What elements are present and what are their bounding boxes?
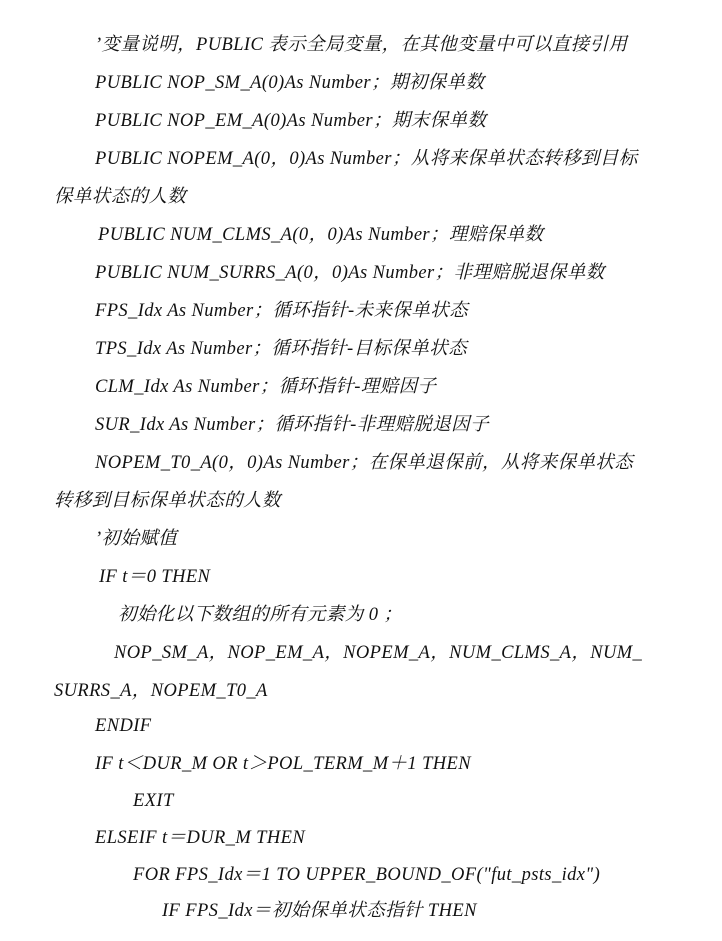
code-line: ENDIF	[95, 716, 152, 736]
code-line: FPS_Idx As Number；循环指针-未来保单状态	[95, 301, 469, 321]
code-line: IF FPS_Idx＝初始保单状态指针 THEN	[162, 901, 477, 921]
code-line-continuation: SURRS_A，NOPEM_T0_A	[54, 681, 268, 701]
code-line: NOPEM_T0_A(0，0)As Number；在保单退保前，从将来保单状态	[95, 453, 634, 473]
code-line: PUBLIC NUM_CLMS_A(0，0)As Number；理赔保单数	[98, 225, 544, 245]
code-line: ELSEIF t＝DUR_M THEN	[95, 828, 306, 848]
code-line-continuation: 保单状态的人数	[54, 187, 187, 207]
code-line: PUBLIC NOP_SM_A(0)As Number；期初保单数	[95, 73, 485, 93]
code-line: PUBLIC NUM_SURRS_A(0，0)As Number；非理赔脱退保单数	[95, 263, 605, 283]
code-line: IF t＝0 THEN	[99, 567, 211, 587]
code-line: PUBLIC NOP_EM_A(0)As Number；期末保单数	[95, 111, 487, 131]
code-line: IF t＜DUR_M OR t＞POL_TERM_M＋1 THEN	[95, 754, 471, 774]
comment-initial-assignment: ’初始赋值	[95, 529, 178, 549]
code-line-continuation: 转移到目标保单状态的人数	[54, 491, 281, 511]
code-line: PUBLIC NOPEM_A(0，0)As Number；从将来保单状态转移到目标	[95, 149, 638, 169]
code-line: CLM_Idx As Number；循环指针-理赔因子	[95, 377, 437, 397]
comment-variable-description: ’变量说明，PUBLIC 表示全局变量，在其他变量中可以直接引用	[95, 35, 628, 55]
code-line: SUR_Idx As Number；循环指针-非理赔脱退因子	[95, 415, 489, 435]
code-line: NOP_SM_A，NOP_EM_A，NOPEM_A，NUM_CLMS_A，NUM_	[114, 643, 643, 663]
code-line: TPS_Idx As Number；循环指针-目标保单状态	[95, 339, 467, 359]
code-line: EXIT	[133, 791, 174, 811]
code-line: FOR FPS_Idx＝1 TO UPPER_BOUND_OF("fut_psts_idx")	[133, 865, 601, 885]
code-line: 初始化以下数组的所有元素为 0 ；	[118, 605, 403, 625]
